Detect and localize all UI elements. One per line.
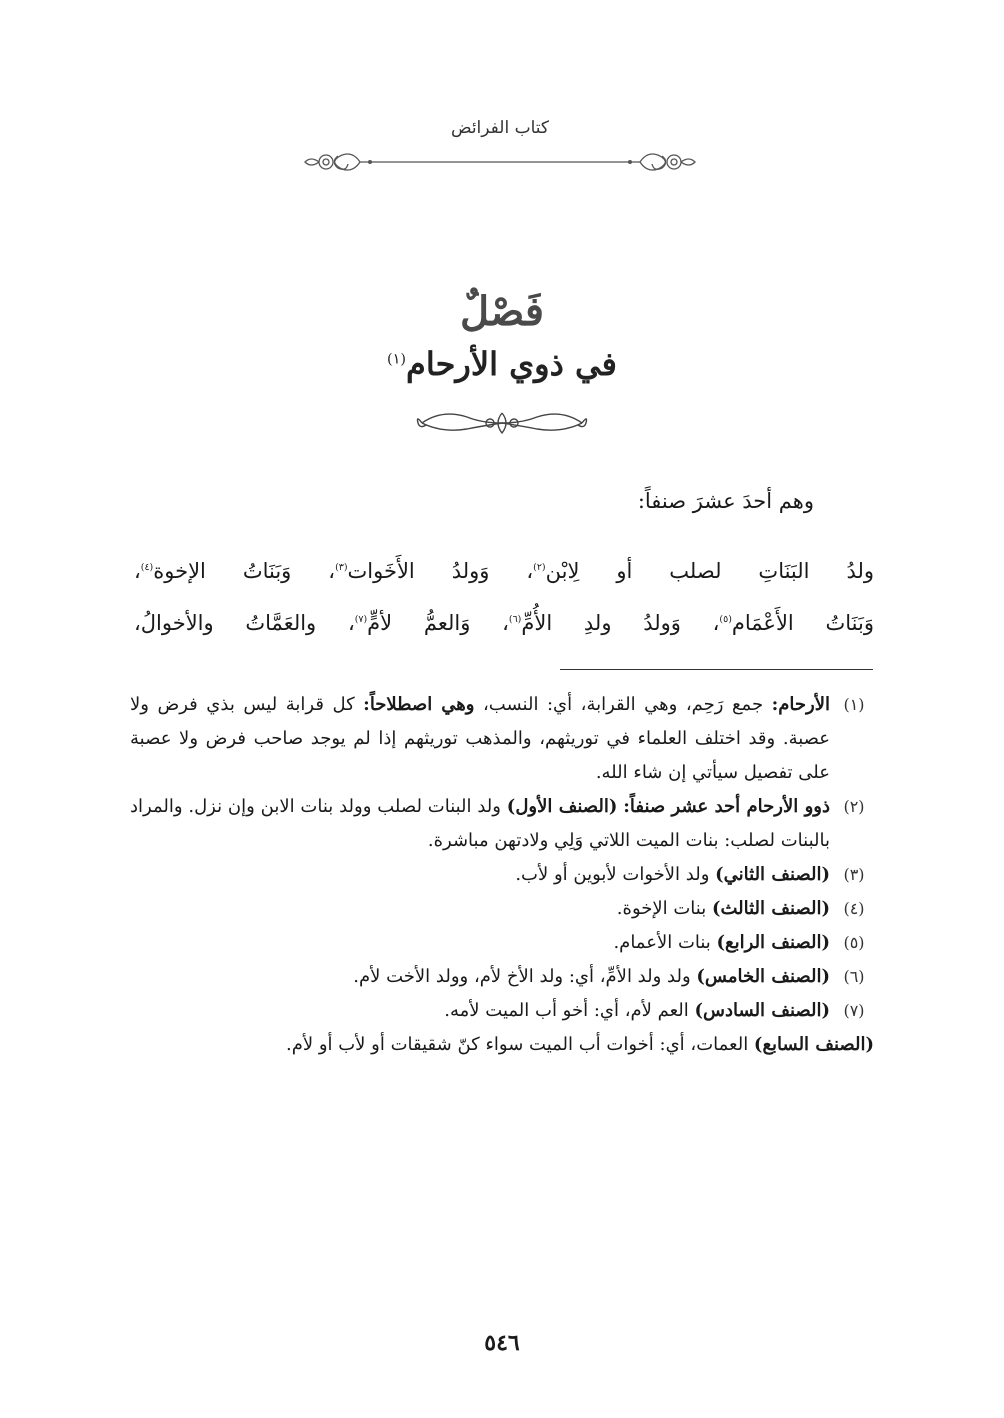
footnote-number: (٢) — [843, 797, 865, 816]
footnote-text: بنات الإخوة. — [616, 898, 712, 919]
footnote-number: (٧) — [843, 1001, 865, 1020]
footnote-number: (٦) — [843, 967, 865, 986]
body-text-segment: وَبَنَاتُ الأَعْمَام — [731, 611, 874, 635]
footnote-ref[interactable]: (١) — [387, 351, 407, 368]
footnote — [130, 858, 874, 892]
footnote-ref[interactable]: (٤) — [140, 562, 154, 573]
footnote — [130, 790, 874, 858]
footnote-ref[interactable]: (٦) — [508, 614, 522, 625]
footnote-divider — [560, 669, 873, 670]
footnote-term: (الصنف الرابع) — [716, 932, 830, 953]
footnote-term: (الصنف الخامس) — [696, 966, 830, 987]
body-text-segment: ، وَبَنَاتُ الإخوة — [153, 559, 336, 583]
footnote-text: جمع رَحِم، وهي القرابة، أي: النسب، — [474, 694, 772, 715]
footnote — [130, 926, 874, 960]
footnote-ref[interactable]: (٢) — [533, 562, 546, 573]
footnote-ref[interactable]: (٧) — [354, 614, 368, 625]
footnote-term: (الصنف السابع) — [753, 1034, 874, 1055]
body-text-segment: ، والعَمَّاتُ والأخوالُ، — [134, 611, 355, 635]
chapter-subtitle-text: في ذوي الأرحام — [406, 345, 617, 383]
classes-line-1 — [134, 554, 874, 590]
body-text-segment: ، وَولدُ الأَخَوات — [347, 559, 534, 583]
footnote-number: (١) — [843, 695, 865, 714]
body-text-segment: ، وَالعمُّ لأمٍّ — [367, 611, 509, 635]
footnote — [130, 892, 874, 926]
footnote-text: ولد ولد الأمِّ، أي: ولد الأخ لأم، وولد الأخت لأم. — [353, 966, 697, 987]
body-text-segment: ولدُ البَنَاتِ لصلب أو لِابْن — [545, 559, 875, 583]
footnote-text: ولد الأخوات لأبوين أو لأب. — [515, 864, 716, 885]
body-text-segment: ، — [134, 559, 141, 583]
body-text-segment: ، وَولدُ ولدِ الأُمِّ — [521, 611, 720, 635]
heading-ornament-icon — [412, 405, 592, 441]
footnote-number: (٤) — [843, 899, 865, 918]
footnote-ref[interactable]: (٣) — [335, 562, 348, 573]
footnote-term: (الصنف الثاني) — [715, 864, 830, 885]
footnote — [130, 994, 874, 1028]
footnote-text: العمات، أي: أخوات أب الميت سواء كنّ شقيقات أو لأب أو لأم. — [285, 1034, 754, 1055]
footnote-text: العم لأم، أي: أخو أب الميت لأمه. — [444, 1000, 695, 1021]
footnote-number: (٣) — [843, 865, 865, 884]
footnote-term: (الصنف الثالث) — [711, 898, 830, 919]
footnote-text: كل قرابة ليس بذي فرض ولا عصبة. وقد اختلف العلماء في توريثهم، والمذهب توريثهم إذا لم يوجد صاحب فرض ولا عصبة على تفصيل سيأتي إن شاء الله. — [130, 694, 830, 783]
header-ornament-icon — [300, 142, 700, 182]
footnote-term: ذوو الأرحام أحد عشر صنفاً: — [623, 796, 830, 817]
chapter-subtitle — [0, 345, 1004, 383]
running-title: كتاب الفرائض — [451, 118, 549, 138]
footnote — [130, 688, 874, 790]
intro-paragraph: وهم أحدَ عشرَ صنفاً: — [637, 489, 814, 513]
footnote — [130, 1028, 874, 1062]
footnotes — [130, 688, 874, 1062]
footnote-term: (الصنف السادس) — [694, 1000, 830, 1021]
footnote-text: ولد البنات لصلب وولد بنات الابن وإن نزل. والمراد بالبنات لصلب: بنات الميت اللاتي وَلِي ولادتهن مباشرة. — [130, 796, 830, 851]
classes-line-2 — [134, 606, 874, 642]
footnote-term: (الصنف الأول) — [506, 796, 618, 817]
footnote-term: وهي اصطلاحاً: — [363, 694, 475, 715]
footnote — [130, 960, 874, 994]
footnote-number: (٥) — [843, 933, 865, 952]
footnote-text: بنات الأعمام. — [613, 932, 717, 953]
page-number: ٥٤٦ — [484, 1330, 520, 1356]
footnote-ref[interactable]: (٥) — [719, 614, 732, 625]
chapter-word: فَصْلٌ — [459, 288, 545, 335]
footnote-term: الأرحام: — [771, 694, 830, 715]
running-header — [300, 112, 700, 172]
